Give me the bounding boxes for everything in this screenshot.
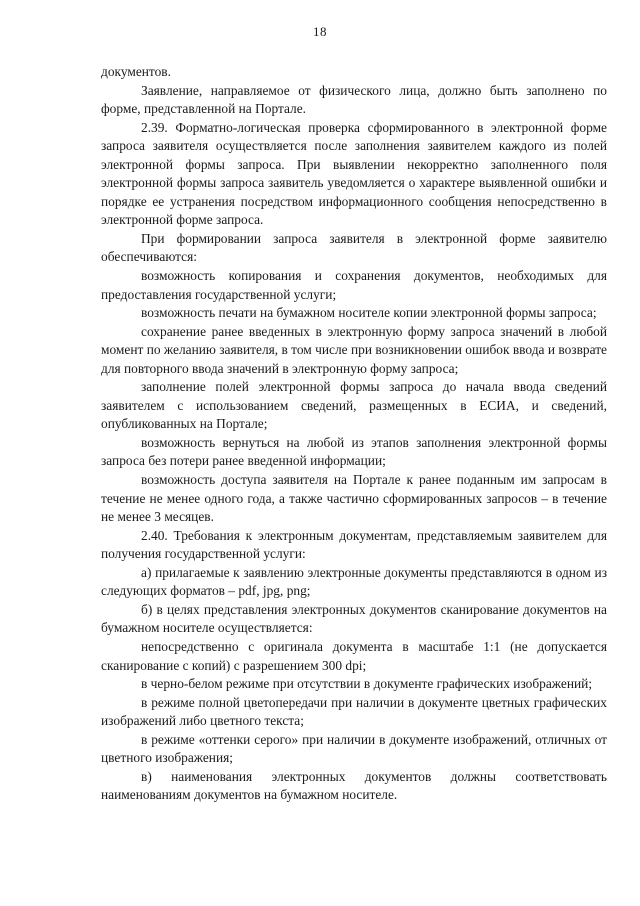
- paragraph: Заявление, направляемое от физического лица, должно быть заполнено по форме, представленной на Портале.: [101, 82, 607, 117]
- list-item-a: а) прилагаемые к заявлению электронные документы представляются в одном из следующих форматов – pdf, jpg, png;: [101, 564, 607, 599]
- paragraph-2-40: 2.40. Требования к электронным документам, представляемым заявителем для получения государственной услуги:: [101, 527, 607, 562]
- list-item-b: б) в целях представления электронных документов сканирование документов на бумажном носителе осуществляется:: [101, 601, 607, 636]
- paragraph-continuation: документов.: [101, 64, 171, 79]
- document-body: [101, 63, 607, 805]
- list-item: в режиме «оттенки серого» при наличии в документе изображений, отличных от цветного изображения;: [101, 731, 607, 766]
- list-item: сохранение ранее введенных в электронную форму запроса значений в любой момент по желанию заявителя, в том числе при возникновении ошибок ввода и возврате для повторного ввода значений в электронную форму запроса;: [101, 323, 607, 376]
- list-item-v: в) наименования электронных документов должны соответствовать наименованиям документов на бумажном носителе.: [101, 768, 607, 803]
- paragraph-2-39: 2.39. Форматно-логическая проверка сформированного в электронной форме запроса заявителя осуществляется после заполнения заявителем каждого из полей электронной формы запроса. При выявлении некорректно заполненного поля электронной формы запроса заявитель уведомляется о характере выявленной ошибки и порядке ее устранения посредством информационного сообщения непосредственно в электронной форме запроса.: [101, 119, 607, 228]
- paragraph: При формировании запроса заявителя в электронной форме заявителю обеспечиваются:: [101, 230, 607, 265]
- list-item: возможность доступа заявителя на Портале к ранее поданным им запросам в течение не менее одного года, а также частично сформированных запросов – в течение не менее 3 месяцев.: [101, 472, 607, 525]
- page-number: 18: [313, 24, 327, 39]
- list-item: возможность печати на бумажном носителе копии электронной формы запроса;: [141, 305, 597, 321]
- list-item: в черно-белом режиме при отсутствии в документе графических изображений;: [141, 676, 593, 692]
- list-item: заполнение полей электронной формы запроса до начала ввода сведений заявителем с использованием сведений, размещенных в ЕСИА, и сведений, опубликованных на Портале;: [101, 379, 607, 432]
- list-item: непосредственно с оригинала документа в масштабе 1:1 (не допускается сканирование с копий) с разрешением 300 dpi;: [101, 638, 607, 673]
- list-item: в режиме полной цветопередачи при наличии в документе цветных графических изображений либо цветного текста;: [101, 694, 607, 729]
- list-item: возможность копирования и сохранения документов, необходимых для предоставления государственной услуги;: [101, 268, 607, 302]
- list-item: возможность вернуться на любой из этапов заполнения электронной формы запроса без потери ранее введенной информации;: [101, 434, 607, 469]
